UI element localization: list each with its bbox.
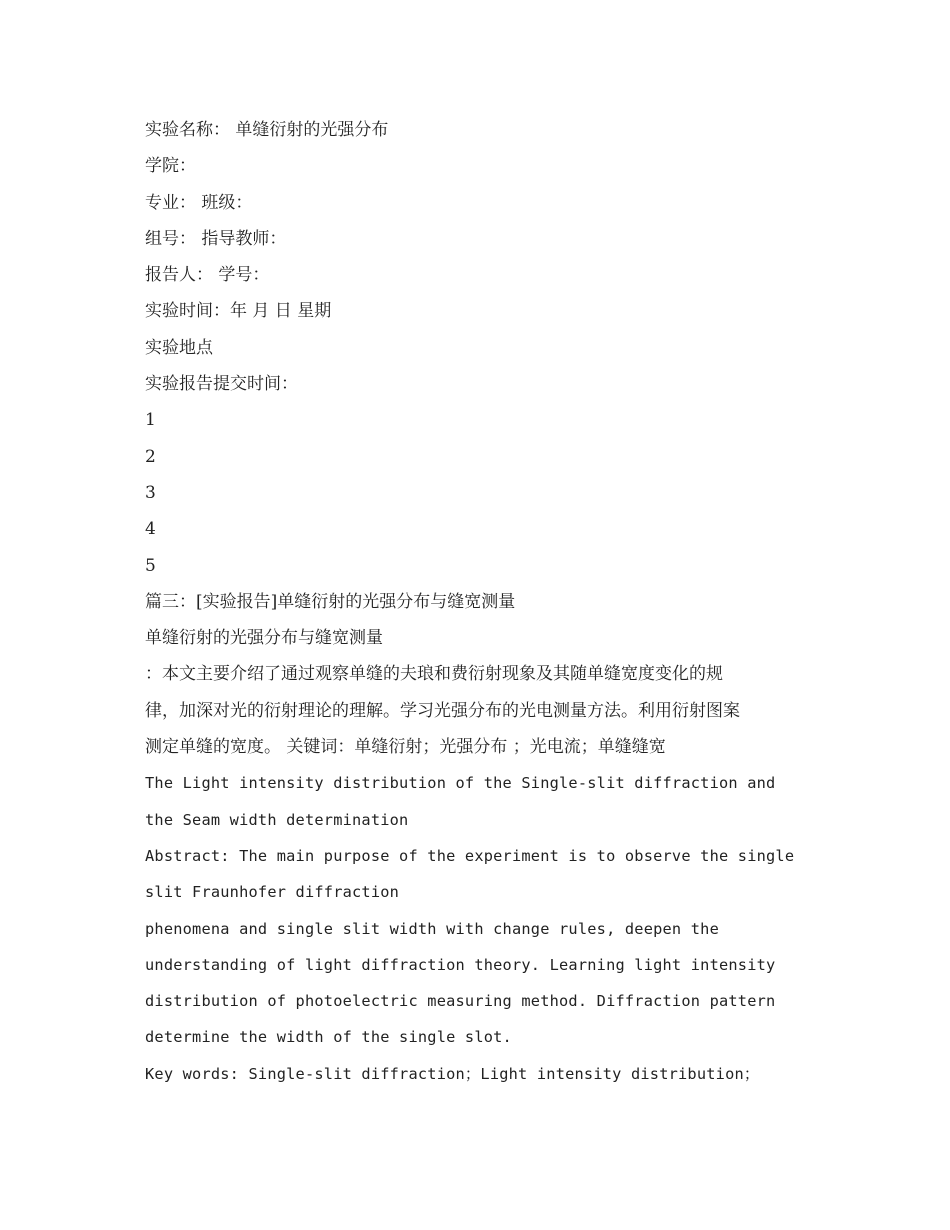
english-title-line-1: The Light intensity distribution of the Single-slit diffraction and bbox=[145, 774, 776, 793]
group-advisor-line: 组号： 指导教师： bbox=[145, 228, 287, 249]
abstract-cn-line-3: 测定单缝的宽度。 关键词：单缝衍射；光强分布 ；光电流；单缝缝宽 bbox=[145, 737, 666, 758]
experiment-location-line: 实验地点 bbox=[145, 337, 213, 358]
abstract-en-line-6: determine the width of the single slot. bbox=[145, 1028, 512, 1047]
experiment-time-line: 实验时间：年 月 日 星期 bbox=[145, 301, 332, 322]
abstract-en-line-4: understanding of light diffraction theory. Learning light intensity bbox=[145, 955, 776, 974]
article-title: 单缝衍射的光强分布与缝宽测量 bbox=[145, 628, 383, 649]
reporter-id-line: 报告人： 学号： bbox=[145, 265, 270, 286]
college-line: 学院： bbox=[145, 156, 196, 177]
list-item-4: 4 bbox=[145, 519, 156, 540]
list-item-2: 2 bbox=[145, 446, 156, 467]
experiment-name-line: 实验名称： 单缝衍射的光强分布 bbox=[145, 120, 389, 140]
submission-time-line: 实验报告提交时间： bbox=[145, 374, 298, 395]
list-item-1: 1 bbox=[145, 410, 156, 431]
abstract-cn-line-1: ：本文主要介绍了通过观察单缝的夫琅和费衍射现象及其随单缝宽度变化的规 bbox=[145, 664, 723, 685]
abstract-en-line-3: phenomena and single slit width with change rules, deepen the bbox=[145, 919, 719, 938]
list-item-5: 5 bbox=[145, 555, 156, 576]
english-title-line-2: the Seam width determination bbox=[145, 810, 409, 829]
major-class-line: 专业： 班级： bbox=[145, 192, 253, 213]
keywords-en-line: Key words: Single-slit diffraction；Light intensity distribution； bbox=[145, 1064, 760, 1083]
abstract-en-line-2: slit Fraunhofer diffraction bbox=[145, 883, 400, 902]
abstract-cn-line-2: 律，加深对光的衍射理论的理解。学习光强分布的光电测量方法。利用衍射图案 bbox=[145, 700, 740, 721]
document-body bbox=[145, 112, 815, 1092]
section-heading: 篇三：[实验报告]单缝衍射的光强分布与缝宽测量 bbox=[145, 591, 516, 612]
abstract-en-line-1: Abstract: The main purpose of the experiment is to observe the single bbox=[145, 846, 795, 865]
abstract-en-line-5: distribution of photoelectric measuring method. Diffraction pattern bbox=[145, 992, 776, 1011]
list-item-3: 3 bbox=[145, 482, 156, 503]
